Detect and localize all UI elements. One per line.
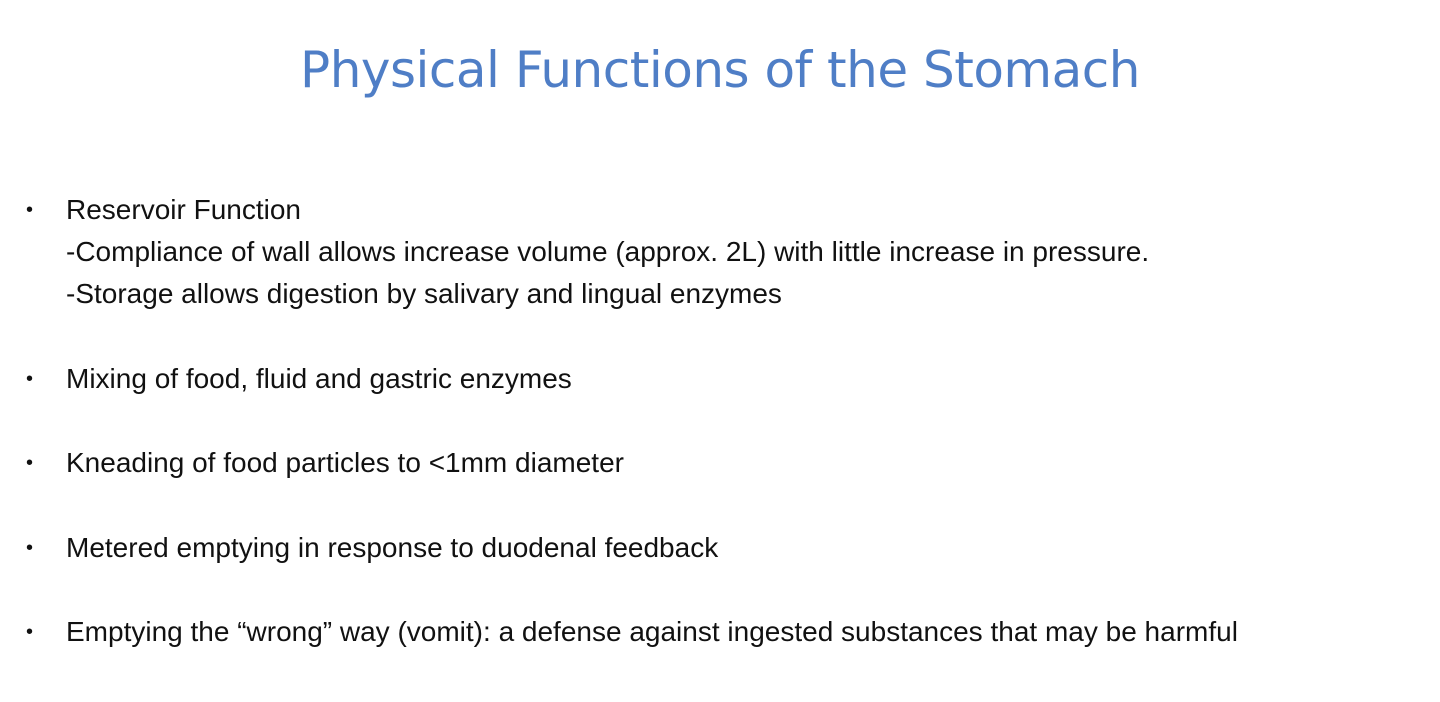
bullet-text bbox=[66, 611, 1436, 653]
bullet-heading: Kneading of food particles to <1mm diameter bbox=[66, 447, 624, 478]
bullet-icon: • bbox=[26, 452, 34, 474]
bullet-text bbox=[66, 527, 1436, 569]
bullet-text bbox=[66, 189, 1436, 315]
bullet-icon: • bbox=[26, 621, 34, 643]
bullet-heading: Mixing of food, fluid and gastric enzymes bbox=[66, 363, 572, 394]
bullet-detail: -Storage allows digestion by salivary and lingual enzymes bbox=[66, 278, 782, 309]
bullet-icon: • bbox=[26, 199, 34, 221]
bullet-detail: -Compliance of wall allows increase volume (approx. 2L) with little increase in pressure. bbox=[66, 236, 1150, 267]
bullet-heading: Reservoir Function bbox=[66, 194, 301, 225]
bullet-icon: • bbox=[26, 368, 34, 390]
bullet-icon: • bbox=[26, 537, 34, 559]
slide-title: Physical Functions of the Stomach bbox=[300, 41, 1140, 99]
bullet-heading: Emptying the “wrong” way (vomit): a defense against ingested substances that may be harmful bbox=[66, 616, 1238, 647]
bullet-text bbox=[66, 442, 1436, 484]
bullet-heading: Metered emptying in response to duodenal feedback bbox=[66, 532, 719, 563]
bullet-text bbox=[66, 358, 1436, 400]
